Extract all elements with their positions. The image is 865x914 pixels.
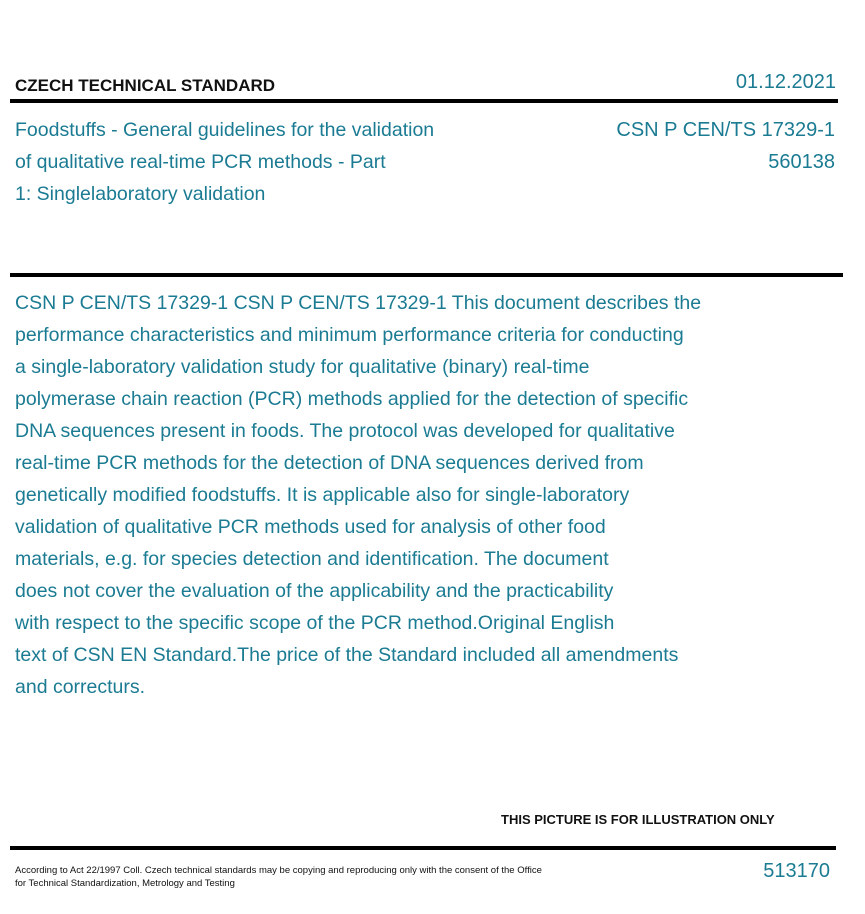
legal-notice: [15, 864, 615, 890]
standard-title-line: of qualitative real-time PCR methods - Part: [15, 151, 386, 173]
standard-code: CSN P CEN/TS 17329-1: [616, 119, 835, 141]
publication-date: 01.12.2021: [735, 71, 836, 93]
standard-title-line: Foodstuffs - General guidelines for the validation: [15, 119, 435, 141]
legal-notice-line: for Technical Standardization, Metrology and Testing: [15, 878, 235, 889]
abstract-line: with respect to the specific scope of the PCR method.Original English: [15, 612, 615, 634]
standard-title: [15, 114, 495, 210]
footer-divider: [10, 846, 836, 850]
header-divider: [10, 99, 838, 103]
abstract-line: validation of qualitative PCR methods used for analysis of other food: [15, 516, 606, 538]
abstract-line: polymerase chain reaction (PCR) methods applied for the detection of specific: [15, 388, 689, 410]
catalog-number: 560138: [768, 151, 835, 173]
abstract-line: and correcturs.: [15, 676, 146, 698]
legal-notice-line: According to Act 22/1997 Coll. Czech technical standards may be copying and reproducing only with the consent of the Office: [15, 865, 542, 876]
illustration-disclaimer: THIS PICTURE IS FOR ILLUSTRATION ONLY: [501, 812, 775, 827]
standard-identifiers: [616, 114, 835, 178]
abstract-line: real-time PCR methods for the detection of DNA sequences derived from: [15, 452, 644, 474]
abstract-line: genetically modified foodstuffs. It is applicable also for single-laboratory: [15, 484, 630, 506]
abstract-text: [15, 287, 805, 703]
abstract-line: CSN P CEN/TS 17329-1 CSN P CEN/TS 17329-1 This document describes the: [15, 292, 702, 314]
abstract-line: does not cover the evaluation of the applicability and the practicability: [15, 580, 614, 602]
standard-title-line: 1: Singlelaboratory validation: [15, 183, 266, 205]
abstract-line: DNA sequences present in foods. The protocol was developed for qualitative: [15, 420, 675, 442]
document-number: 513170: [763, 860, 830, 882]
abstract-line: text of CSN EN Standard.The price of the Standard included all amendments: [15, 644, 679, 666]
abstract-line: performance characteristics and minimum performance criteria for conducting: [15, 324, 684, 346]
document-type-label: CZECH TECHNICAL STANDARD: [15, 76, 276, 95]
abstract-line: materials, e.g. for species detection and identification. The document: [15, 548, 609, 570]
abstract-line: a single-laboratory validation study for qualitative (binary) real-time: [15, 356, 590, 378]
title-divider: [10, 273, 843, 277]
